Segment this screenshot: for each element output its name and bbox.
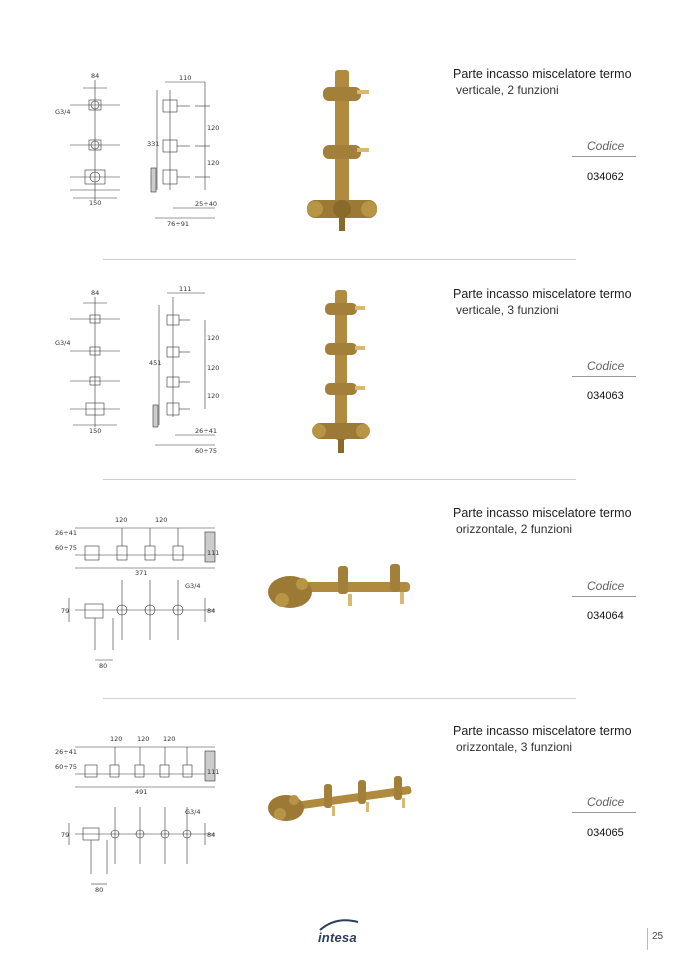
dim-g34: G3/4: [185, 808, 201, 816]
product-section-2: [0, 260, 678, 479]
dim-150: 150: [89, 199, 102, 207]
dim-120-c: 120: [163, 735, 176, 743]
dim-120-b: 120: [155, 516, 168, 524]
dim-120-a: 120: [110, 735, 123, 743]
dim-84: 84: [207, 607, 216, 615]
product-title: Parte incasso miscelatore termo: [453, 724, 632, 738]
code-divider: [572, 812, 636, 813]
dim-g34: G3/4: [185, 582, 201, 590]
dim-80: 80: [95, 886, 104, 894]
dim-26-41: 26÷41: [55, 748, 77, 756]
page-corner-line: [647, 928, 648, 950]
dim-110: 110: [179, 74, 192, 82]
code-label: Codice: [587, 795, 625, 809]
product-code: 034063: [587, 390, 624, 402]
dim-60-75: 60÷75: [55, 763, 77, 771]
product-title: Parte incasso miscelatore termo: [453, 67, 632, 81]
dim-26-41: 26÷41: [55, 529, 77, 537]
dim-120-b: 120: [207, 159, 220, 167]
dim-g34: G3/4: [55, 339, 71, 347]
product-subtitle: verticale, 2 funzioni: [456, 83, 559, 97]
code-label: Codice: [587, 579, 625, 593]
dim-331: 331: [147, 140, 160, 148]
product-title: Parte incasso miscelatore termo: [453, 287, 632, 301]
dim-451: 451: [149, 359, 162, 367]
dim-150: 150: [89, 427, 102, 435]
code-divider: [572, 156, 636, 157]
dim-76-91: 76÷91: [167, 220, 189, 228]
product-code: 034065: [587, 827, 624, 839]
dim-111: 111: [207, 549, 220, 557]
code-divider: [572, 596, 636, 597]
brand-logo-text: intesa: [318, 930, 357, 945]
dim-84: 84: [207, 831, 216, 839]
dim-120-c: 120: [207, 392, 220, 400]
code-label: Codice: [587, 359, 625, 373]
dim-120-b: 120: [207, 364, 220, 372]
product-photo-034064: [260, 560, 420, 630]
dim-g34: G3/4: [55, 108, 71, 116]
dim-79: 79: [61, 607, 70, 615]
technical-drawing-034065: [55, 729, 220, 914]
product-subtitle: orizzontale, 2 funzioni: [456, 522, 573, 536]
dim-79: 79: [61, 831, 70, 839]
product-photo-034063: [295, 285, 395, 460]
dim-60-75: 60÷75: [55, 544, 77, 552]
product-section-4: [0, 699, 678, 918]
technical-drawing-034062: [55, 70, 255, 270]
code-divider: [572, 376, 636, 377]
product-code: 034062: [587, 171, 624, 183]
product-subtitle: orizzontale, 3 funzioni: [456, 740, 573, 754]
dim-120-a: 120: [207, 124, 220, 132]
dim-111: 111: [207, 768, 220, 776]
dim-111: 111: [179, 285, 192, 293]
dim-84: 84: [91, 289, 100, 297]
dim-80: 80: [99, 662, 108, 670]
dim-25-40: 25÷40: [195, 200, 217, 208]
product-section-1: [0, 40, 678, 259]
dim-120-b: 120: [137, 735, 150, 743]
product-photo-034065: [258, 774, 418, 834]
dim-371: 371: [135, 569, 148, 577]
dim-84: 84: [91, 72, 100, 80]
dim-491: 491: [135, 788, 148, 796]
dim-120-a: 120: [115, 516, 128, 524]
product-section-3: [0, 480, 678, 699]
technical-drawing-034064: [55, 510, 220, 685]
page-number: 25: [652, 931, 664, 942]
code-label: Codice: [587, 139, 625, 153]
dim-120-a: 120: [207, 334, 220, 342]
product-code: 034064: [587, 610, 624, 622]
product-photo-034062: [295, 65, 395, 235]
dim-26-41: 26÷41: [195, 427, 217, 435]
technical-drawing-034063: [55, 285, 255, 485]
product-title: Parte incasso miscelatore termo: [453, 506, 632, 520]
product-subtitle: verticale, 3 funzioni: [456, 303, 559, 317]
dim-60-75: 60÷75: [195, 447, 217, 455]
